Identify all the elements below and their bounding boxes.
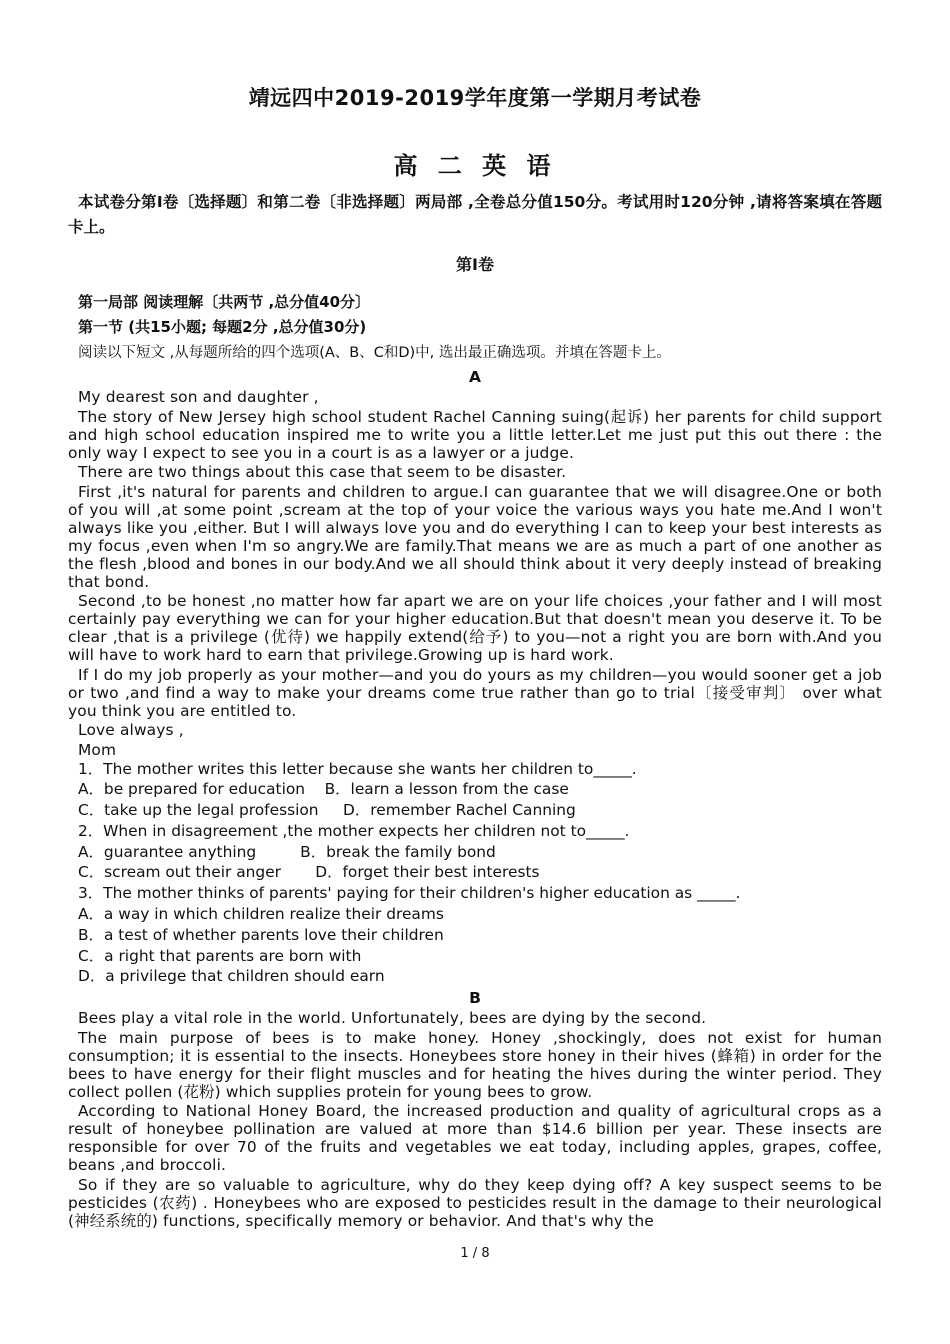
question-option: C．scream out their anger D．forget their best interests — [78, 863, 540, 882]
question-option: C．take up the legal profession D．remember Rachel Canning — [78, 801, 576, 820]
passage-b-paragraph: According to National Honey Board, the increased production and quality of agricultural crops as a result of honeybee pollination are valued at more than $14.6 billion per year. These insects are responsible for over 70 of the fruits and vegetables we eat today, including apples, grapes, coffee, beans ,and broccoli. — [68, 1102, 882, 1175]
question-option: A．guarantee anything B．break the family bond — [78, 842, 496, 861]
passage-b-label: B — [469, 989, 481, 1008]
directions: 阅读以下短文 ,从每题所给的四个选项(A、B、C和D)中, 选出最正确选项。并填在答题卡上。 — [78, 345, 671, 361]
passage-b-paragraph: Bees play a vital role in the world. Unfortunately, bees are dying by the second. — [78, 1009, 707, 1028]
passage-a-paragraph: Second ,to be honest ,no matter how far apart we are on your life choices ,your father and I will most certainly pay everything we can for your higher education.But that doesn't mean you deserve it. To be clear ,that is a privilege (优待) we happily extend(给予) to you—not a right you are born with.And you will have to work hard to earn that privilege.Growing up is hard work. — [68, 592, 882, 664]
passage-a-paragraph: If I do my job properly as your mother—and you do yours as my children—you would sooner get a job or two ,and find a way to make your dreams come true rather than go to trial〔接受审判〕 over what you think you are entitled to. — [68, 665, 882, 720]
question-2: 2．When in disagreement ,the mother expects her children not to_____. — [78, 821, 630, 840]
question-1: 1．The mother writes this letter because she wants her children to_____. — [78, 759, 637, 778]
passage-a-signature: Mom — [78, 740, 117, 759]
passage-b-paragraph: The main purpose of bees is to make honey. Honey ,shockingly, does not exist for human consumption; it is essential to the insects. Honeybees store honey in their hives (蜂箱) in order for the bees to have energy for their flight muscles and for heating the hives during the winter period. They collect pollen (花粉) which supplies protein for young bees to grow. — [68, 1028, 882, 1101]
question-option: A．a way in which children realize their dreams — [78, 905, 444, 924]
exam-intro: 本试卷分第Ⅰ卷〔选择题〕和第二卷〔非选择题〕两局部 ,全卷总分值150分。考试用时120分钟 ,请将答案填在答题卡上。 — [68, 193, 882, 236]
passage-b-paragraph: So if they are so valuable to agriculture, why do they keep dying off? A key suspect seems to be pesticides (农药) . Honeybees who are exposed to pesticides result in the damage to their neurological (神经系统的) functions, specifically memory or behavior. And that's why the — [68, 1175, 882, 1230]
question-option: C．a right that parents are born with — [78, 946, 362, 965]
question-option: D．a privilege that children should earn — [78, 967, 385, 986]
question-3: 3．The mother thinks of parents' paying for their children's higher education as _____. — [78, 884, 741, 903]
exam-subtitle: 高 二 英 语 — [393, 152, 557, 180]
exam-title: 靖远四中2019-2019学年度第一学期月考试卷 — [248, 86, 702, 110]
passage-a-label: A — [469, 368, 481, 386]
page-number: 1 / 8 — [460, 1246, 490, 1261]
passage-a-paragraph: My dearest son and daughter , — [78, 388, 319, 406]
question-option: B．a test of whether parents love their children — [78, 925, 444, 944]
passage-a-closing: Love always , — [78, 721, 184, 739]
question-option: A．be prepared for education B．learn a lesson from the case — [78, 780, 569, 799]
passage-a-paragraph: There are two things about this case that seem to be disaster. — [78, 463, 567, 481]
passage-a-paragraph: First ,it's natural for parents and children to argue.I can guarantee that we will disagree.One or both of you will ,at some point ,scream at the top of your voice the various ways you hate me.And I won't always like you ,either. But I will always love you and do everything I can to keep your best interests as my focus ,even when I'm so angry.We are family.That means we are as much a part of one another as the flesh ,blood and bones in our body.And we all should think about it very deeply instead of breaking that bond. — [68, 482, 882, 591]
part-heading: 第一局部 阅读理解〔共两节 ,总分值40分〕 — [78, 293, 371, 311]
volume-heading: 第Ⅰ卷 — [456, 255, 494, 274]
section-heading: 第一节 (共15小题; 每题2分 ,总分值30分) — [78, 318, 367, 336]
passage-a — [68, 366, 882, 1230]
passage-a-paragraph: The story of New Jersey high school student Rachel Canning suing(起诉) her parents for child support and high school education inspired me to write you a little letter.Let me just put this out there : the only way I expect to see you in a court is as a lawyer or a judge. — [68, 407, 882, 462]
